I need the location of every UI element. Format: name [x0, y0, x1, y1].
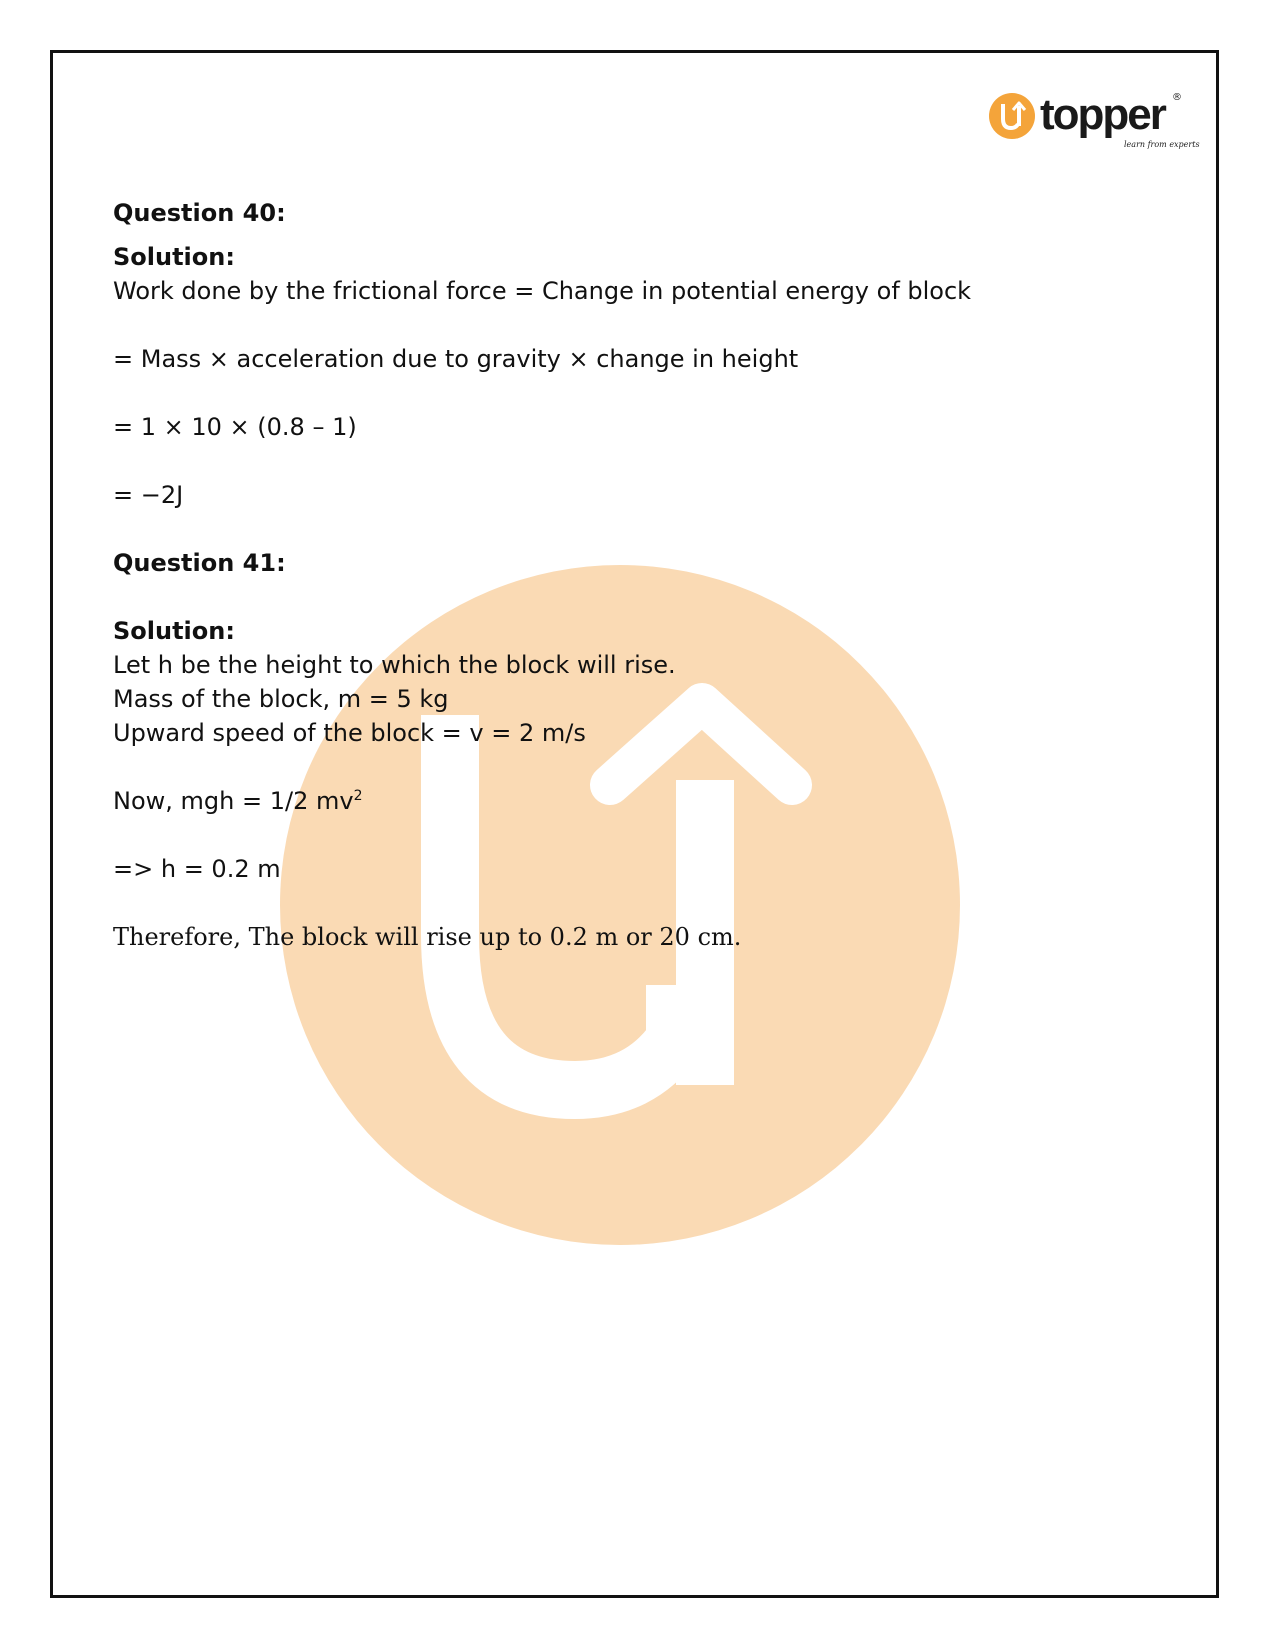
question-41-equation: [113, 784, 362, 818]
question-41-solution-label: Solution:: [113, 617, 235, 645]
question-41-conclusion: Therefore, The block will rise up to 0.2 m or 20 cm.: [113, 923, 742, 951]
equation-base: Now, mgh = 1/2 mv: [113, 787, 354, 815]
question-41-line-3: Upward speed of the block = v = 2 m/s: [113, 719, 586, 747]
question-40-line-1: Work done by the frictional force = Change in potential energy of block: [113, 277, 972, 305]
question-40-line-3: = 1 × 10 × (0.8 – 1): [113, 413, 357, 441]
logo-registered-mark: ®: [1172, 92, 1182, 103]
logo-brand-text: topper: [1040, 90, 1165, 139]
question-40-solution-label: Solution:: [113, 243, 235, 271]
question-40-line-4: = −2J: [113, 481, 184, 509]
equation-exponent: 2: [353, 788, 363, 804]
logo-tagline: learn from experts: [1124, 140, 1200, 149]
question-40-line-2: = Mass × acceleration due to gravity × change in height: [113, 345, 799, 373]
question-41-line-2: Mass of the block, m = 5 kg: [113, 685, 449, 713]
question-41-heading: Question 41:: [113, 549, 286, 577]
question-41-line-1: Let h be the height to which the block will rise.: [113, 651, 676, 679]
question-41-result: => h = 0.2 m: [113, 855, 281, 883]
u-arrow-logo-icon: [988, 92, 1036, 140]
topper-logo: [988, 90, 1200, 154]
question-40-heading: Question 40:: [113, 199, 286, 227]
